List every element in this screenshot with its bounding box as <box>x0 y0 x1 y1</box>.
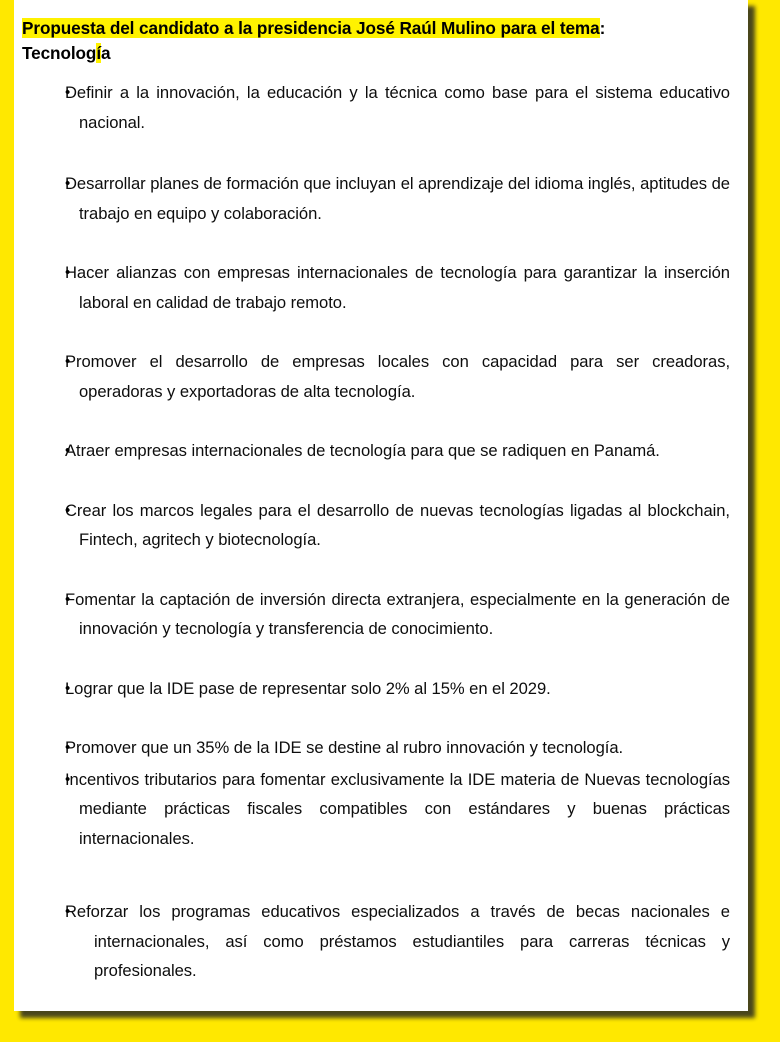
page-title-colon: : <box>599 17 606 38</box>
list-item-text: • Definir a la innovación, la educación y la técnica como base para el sistema educativo nacional. <box>65 83 730 132</box>
list-item-text: • Hacer alianzas con empresas internacionales de tecnología para garantizar la inserción laboral en calidad de trabajo remoto. <box>65 263 730 312</box>
list-item-text: • Incentivos tributarios para fomentar exclusivamente la IDE materia de Nuevas tecnologías mediante prácticas fiscales compatibles con estándares y buenas prácticas internacionales. <box>65 769 730 848</box>
list-item <box>14 258 748 317</box>
list-item <box>14 347 748 406</box>
page-title-topic-highlight: í <box>96 42 101 63</box>
spacer <box>14 406 748 436</box>
list-item <box>14 78 748 137</box>
page-title-highlighted-text: Propuesta del candidato a la presidencia José Raúl Mulino para el tema <box>22 17 600 38</box>
list-item-text: • Fomentar la captación de inversión directa extranjera, especialmente en la generación de innovación y tecnología y transferencia de conocimiento. <box>65 589 730 638</box>
spacer <box>14 555 748 585</box>
proposal-bullet-list <box>14 78 748 986</box>
spacer <box>14 228 748 258</box>
list-item <box>14 733 748 763</box>
list-item <box>14 674 748 704</box>
list-item-text: • Promover el desarrollo de empresas locales con capacidad para ser creadoras, operadoras y exportadoras de alta tecnología. <box>65 352 730 401</box>
spacer <box>14 466 748 496</box>
list-item-text: • Crear los marcos legales para el desarrollo de nuevas tecnologías ligadas al blockchain, Fintech, agritech y biotecnología. <box>65 500 730 549</box>
page-title <box>22 16 740 66</box>
list-item <box>14 436 748 466</box>
spacer <box>14 853 748 897</box>
page-title-topic-post: a <box>101 42 111 63</box>
list-item-text: • Atraer empresas internacionales de tecnología para que se radiquen en Panamá. <box>65 441 660 460</box>
document-sheet <box>14 0 748 1011</box>
spacer <box>14 703 748 733</box>
page-title-topic-pre: Tecnolog <box>22 42 97 63</box>
list-item-text: • Reforzar los programas educativos especializados a través de becas nacionales e internacionales, así como préstamos estudiantiles para carreras técnicas y profesionales. <box>65 902 730 980</box>
list-item <box>14 496 748 555</box>
spacer <box>14 317 748 347</box>
list-item <box>14 169 748 228</box>
list-item <box>14 585 748 644</box>
list-item-text: • Lograr que la IDE pase de representar solo 2% al 15% en el 2029. <box>65 678 551 698</box>
spacer <box>14 644 748 674</box>
list-item-text: • Desarrollar planes de formación que incluyan el aprendizaje del idioma inglés, aptitudes de trabajo en equipo y colaboración. <box>65 174 730 223</box>
list-item-text: • Promover que un 35% de la IDE se destine al rubro innovación y tecnología. <box>65 738 624 757</box>
list-item <box>14 765 748 854</box>
list-item <box>14 897 748 986</box>
spacer <box>14 137 748 169</box>
